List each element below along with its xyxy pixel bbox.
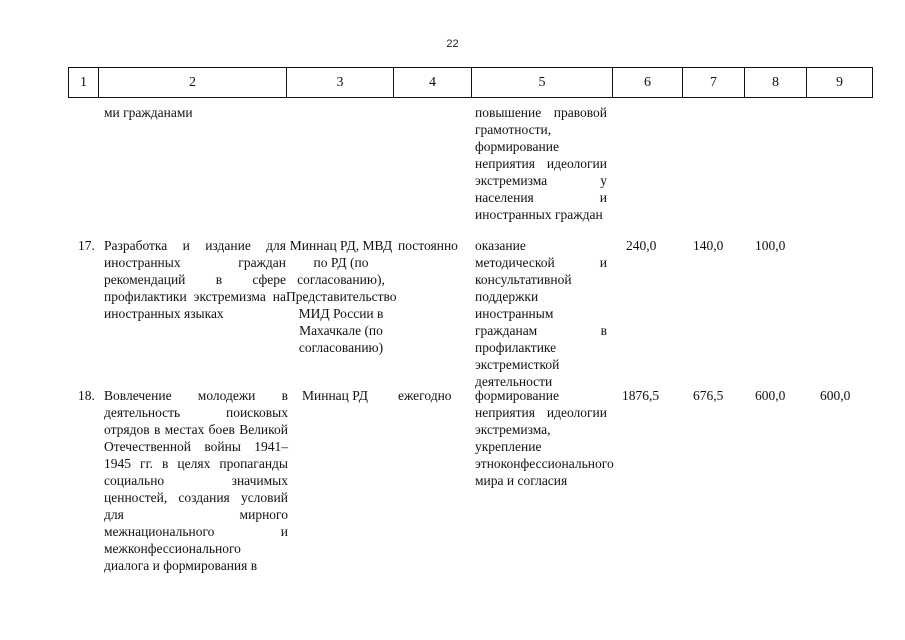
row-17-period: постоянно bbox=[398, 238, 458, 253]
row-18-result: формирование неприятия идеологии экстремизма, укрепление этноконфессионального мира и согласия bbox=[475, 388, 614, 488]
row-18-value-6: 1876,5 bbox=[622, 388, 660, 403]
column-header-7: 7 bbox=[683, 68, 745, 98]
row-17-value-8: 100,0 bbox=[755, 238, 786, 253]
row-17-executor: Миннац РД, МВД по РД (по согласованию), Представительство МИД России в Махачкале (по согласованию) bbox=[286, 238, 397, 355]
row-18-period: ежегодно bbox=[398, 388, 452, 403]
row-17-value-7: 140,0 bbox=[693, 238, 724, 253]
row-17-event: Разработка и издание для иностранных граждан рекомендаций в сфере профилактики экстремизма на иностранных языках bbox=[104, 238, 286, 321]
row-18-value-7: 676,5 bbox=[693, 388, 724, 403]
column-header-1: 1 bbox=[69, 68, 99, 98]
column-header-5: 5 bbox=[472, 68, 613, 98]
row-17-value-6: 240,0 bbox=[626, 238, 657, 253]
column-header-6: 6 bbox=[613, 68, 683, 98]
row-18-executor: Миннац РД bbox=[302, 388, 368, 403]
column-header-3: 3 bbox=[287, 68, 394, 98]
row-18-event: Вовлечение молодежи в деятельность поисковых отрядов в местах боев Великой Отечественной войны 1941–1945 гг. в целях пропаганды социально значимых ценностей, создания условий для мирного межнационального и межконфессионального диалога и формирования в bbox=[104, 388, 288, 573]
column-header-2: 2 bbox=[99, 68, 287, 98]
row-17-number: 17. bbox=[78, 238, 95, 253]
row-18-value-8: 600,0 bbox=[755, 388, 786, 403]
continuation-result-text: повышение правовой грамотности, формирование неприятия идеологии экстремизма у населения и иностранных граждан bbox=[475, 105, 607, 222]
row-17-result: оказание методической и консультативной поддержки иностранным гражданам в профилактике экстремисткой деятельности bbox=[475, 238, 607, 389]
row-18-value-9: 600,0 bbox=[820, 388, 851, 403]
column-header-4: 4 bbox=[394, 68, 472, 98]
column-number-header bbox=[68, 67, 873, 98]
page-number: 22 bbox=[446, 38, 459, 50]
row-18-number: 18. bbox=[78, 388, 95, 403]
column-header-9: 9 bbox=[807, 68, 873, 98]
column-header-8: 8 bbox=[745, 68, 807, 98]
continuation-event-text: ми гражданами bbox=[104, 105, 193, 120]
